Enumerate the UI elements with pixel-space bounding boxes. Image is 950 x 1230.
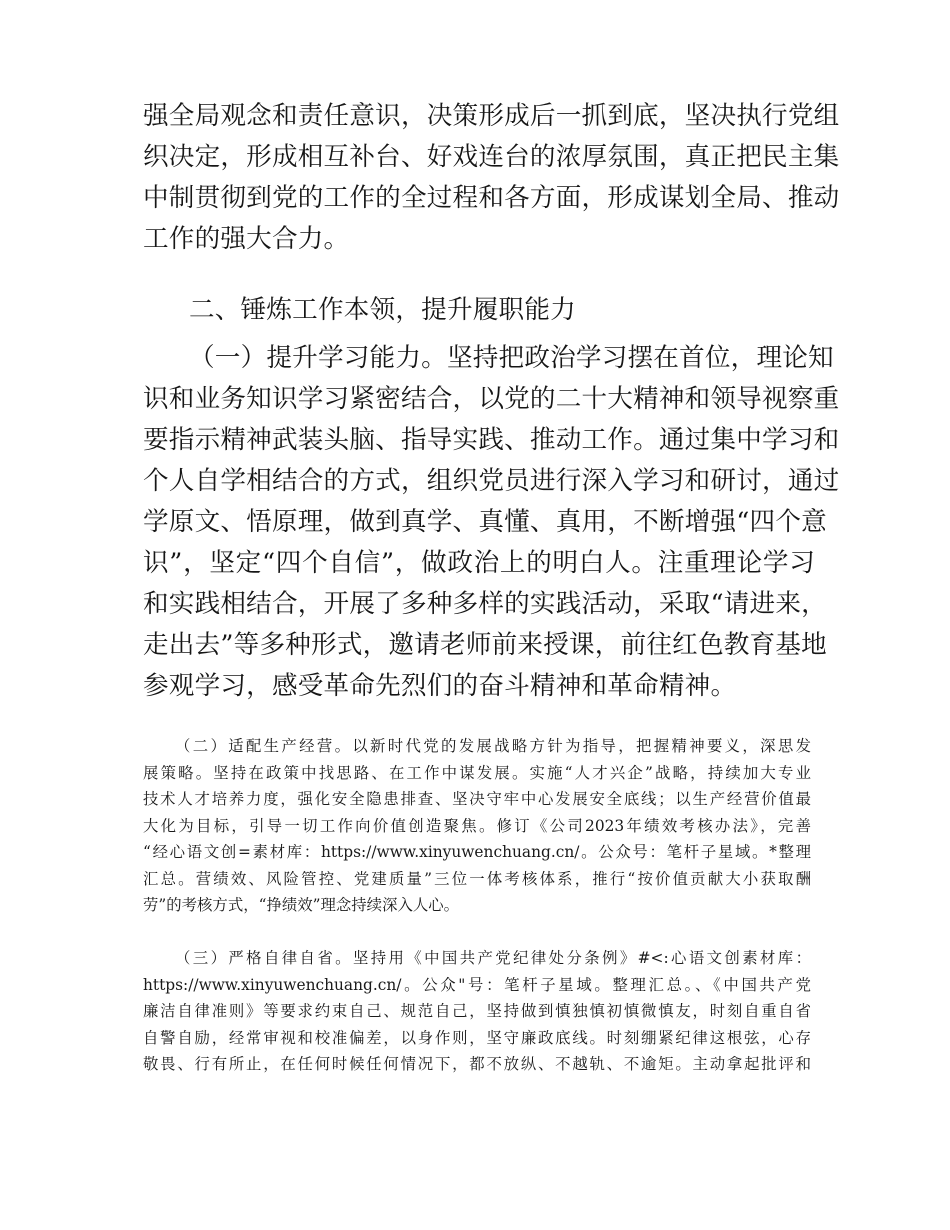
- paragraph-line: 强全局观念和责任意识，决策形成后一抓到底，坚决执行党组: [143, 101, 840, 131]
- paragraph-line: 织决定，形成相互补台、好戏连台的浓厚氛围，真正把民主集: [143, 142, 840, 172]
- paragraph-line: 中制贯彻到党的工作的全过程和各方面，形成谋划全局、推动: [143, 183, 840, 213]
- paragraph-3: [143, 733, 811, 919]
- paragraph-line: 劳”的考核方式，“挣绩效”理念持续深入人心。: [143, 896, 460, 914]
- paragraph-line: 个人自学相结合的方式，组织党员进行深入学习和研讨，通过: [143, 466, 840, 496]
- paragraph-line: 识”，坚定“四个自信”，做政治上的明白人。注重理论学习: [143, 548, 815, 578]
- paragraph-line: 展策略。坚持在政策中找思路、在工作中谋发展。实施“人才兴企”战略，持续加大专业: [143, 763, 811, 782]
- paragraph-line: 廉洁自律准则》等要求约束自己、规范自己，坚持做到慎独慎初慎微慎友，时刻自重自省: [143, 1002, 811, 1020]
- paragraph-line: （三）严格自律自省。坚持用《中国共产党纪律处分条例》#<:心语文创素材库：: [175, 949, 811, 967]
- paragraph-line: “经心语文创=素材库：https://www.xinyuwenchuang.cn/。公众号：笔杆子星域。*整理: [143, 843, 811, 861]
- paragraph-line: 要指示精神武装头脑、指导实践、推动工作。通过集中学习和: [143, 425, 840, 455]
- section-heading-2: 二、锤炼工作本领，提升履职能力: [189, 295, 576, 325]
- paragraph-line: 学原文、悟原理，做到真学、真懂、真用，不断增强“四个意: [143, 507, 827, 537]
- paragraph-4: [143, 945, 811, 1078]
- paragraph-1: [143, 96, 840, 260]
- paragraph-line: 和实践相结合，开展了多种多样的实践活动，采取“请进来，: [143, 589, 827, 619]
- paragraph-line: 参观学习，感受革命先烈们的奋斗精神和革命精神。: [143, 671, 737, 701]
- paragraph-line: 敬畏、行有所止，在任何时候任何情况下，都不放纵、不越轨、不逾矩。主动拿起批评和: [143, 1055, 811, 1073]
- paragraph-line: 自警自励，经常审视和校准偏差，以身作则，坚守廉政底线。时刻绷紧纪律这根弦，心存: [143, 1028, 811, 1047]
- paragraph-line: （二）适配生产经营。以新时代党的发展战略方针为指导，把握精神要义，深思发: [175, 737, 811, 755]
- paragraph-line: https://www.xinyuwenchuang.cn/。公众"号：笔杆子星域。整理汇总。、《中国共产党: [143, 975, 811, 994]
- paragraph-line: 工作的强大合力。: [143, 224, 350, 254]
- paragraph-line: 汇总。营绩效、风险管控、党建质量”三位一体考核体系，推行“按价值贡献大小获取酬: [143, 869, 811, 888]
- paragraph-line: 走出去”等多种形式，邀请老师前来授课，前往红色教育基地: [143, 630, 827, 660]
- paragraph-line: 识和业务知识学习紧密结合，以党的二十大精神和领导视察重: [143, 384, 840, 414]
- paragraph-line: 大化为目标，引导一切工作向价值创造聚焦。修订《公司2023年绩效考核办法》，完善: [143, 816, 811, 835]
- paragraph-line: （一）提升学习能力。坚持把政治学习摆在首位，理论知: [189, 343, 834, 373]
- paragraph-line: 技术人才培养力度，强化安全隐患排查、坚决守牢中心发展安全底线；以生产经营价值最: [143, 790, 811, 808]
- paragraph-2: [143, 338, 840, 707]
